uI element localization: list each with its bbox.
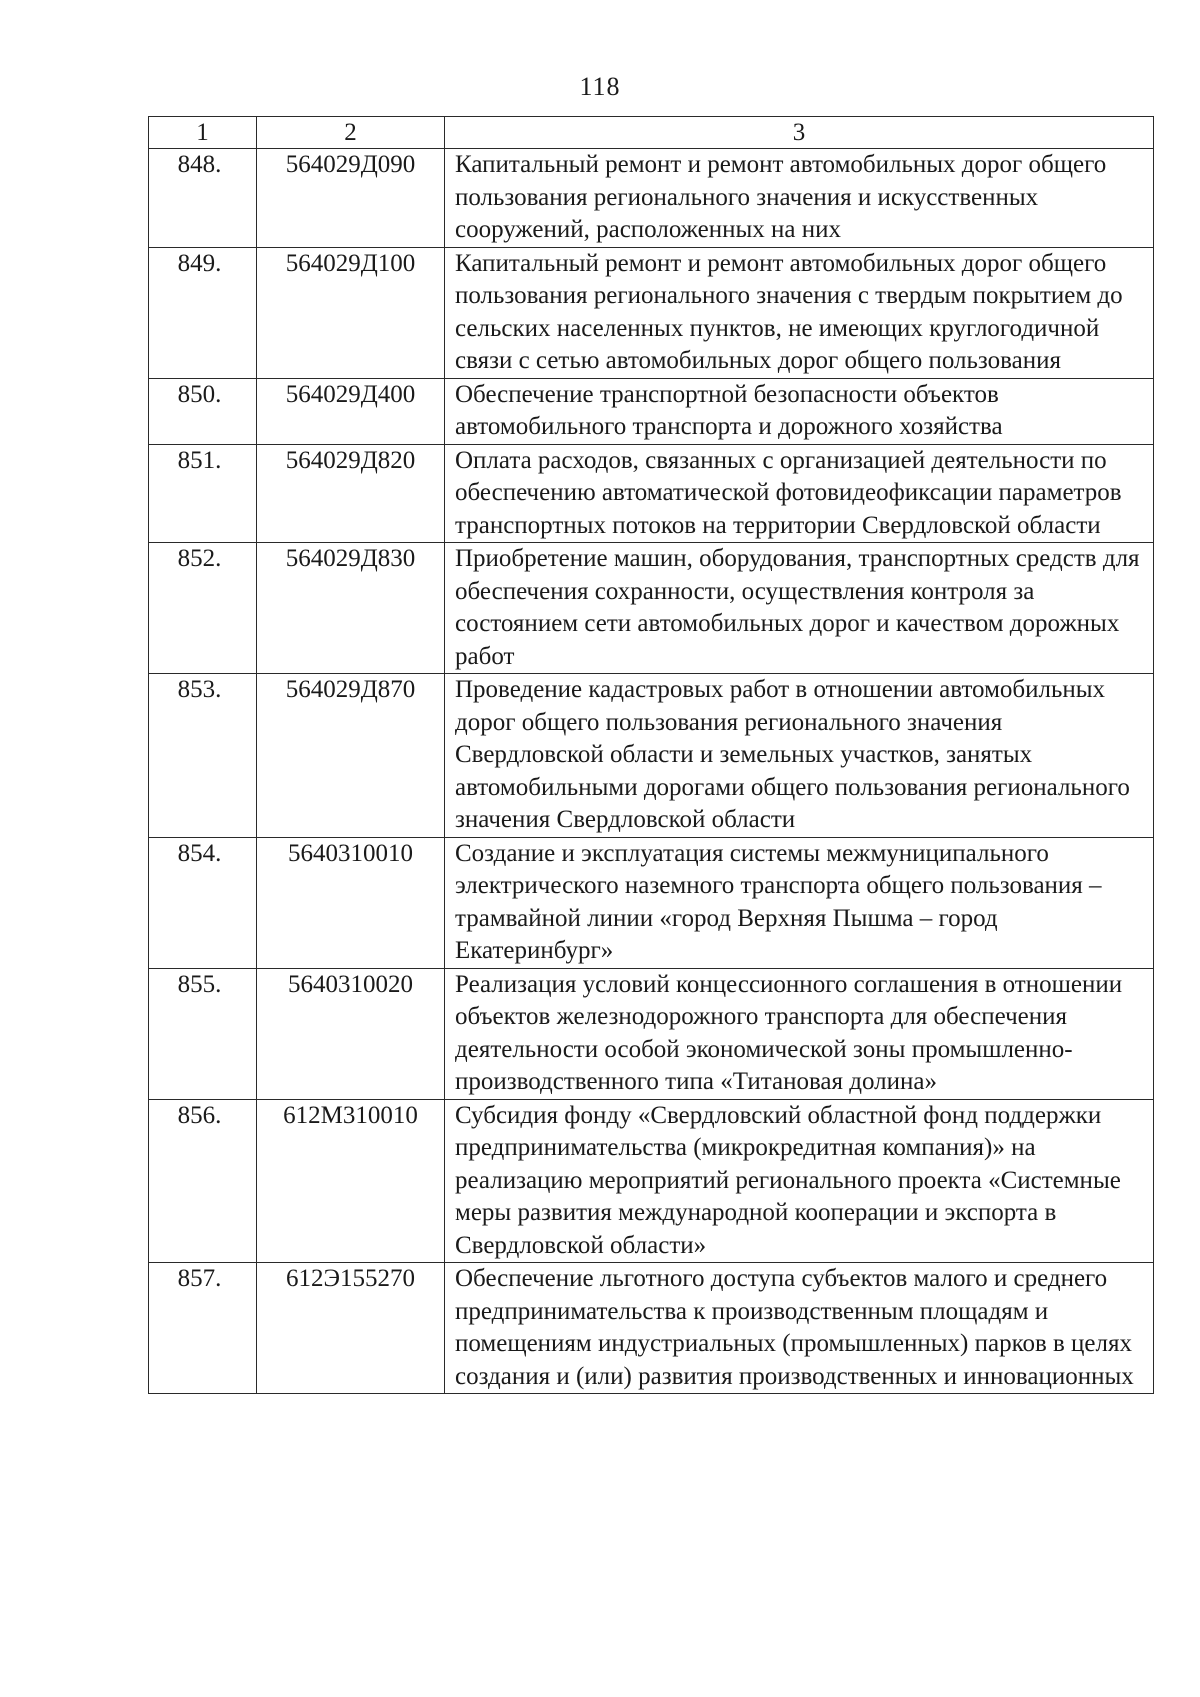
row-name: Обеспечение транспортной безопасности объектов автомобильного транспорта и дорожного хозяйства (445, 378, 1154, 444)
row-code: 564029Д090 (257, 149, 445, 248)
row-number: 856. (149, 1099, 257, 1263)
row-number: 851. (149, 444, 257, 543)
column-header-name: 3 (445, 117, 1154, 149)
row-number: 853. (149, 674, 257, 838)
row-code: 5640310020 (257, 968, 445, 1099)
table-row (149, 837, 1154, 968)
table-row (149, 444, 1154, 543)
column-header-number: 1 (149, 117, 257, 149)
table-header-row (149, 117, 1154, 149)
row-code: 564029Д400 (257, 378, 445, 444)
row-code: 564029Д830 (257, 543, 445, 674)
row-name: Создание и эксплуатация системы межмуниципального электрического наземного транспорта общего пользования – трамвайной линии «город Верхняя Пышма – город Екатеринбург» (445, 837, 1154, 968)
row-number: 848. (149, 149, 257, 248)
row-name: Приобретение машин, оборудования, транспортных средств для обеспечения сохранности, осуществления контроля за состоянием сети автомобильных дорог и качеством дорожных работ (445, 543, 1154, 674)
table-row (149, 378, 1154, 444)
row-code: 564029Д870 (257, 674, 445, 838)
page-number: 118 (579, 72, 621, 101)
table-row (149, 149, 1154, 248)
row-name: Реализация условий концессионного соглашения в отношении объектов железнодорожного транспорта для обеспечения деятельности особой экономической зоны промышленно-производственного типа «Титановая долина» (445, 968, 1154, 1099)
row-number: 854. (149, 837, 257, 968)
table-row (149, 247, 1154, 378)
row-name: Капитальный ремонт и ремонт автомобильных дорог общего пользования регионального значения и искусственных сооружений, расположенных на них (445, 149, 1154, 248)
row-number: 850. (149, 378, 257, 444)
table-row (149, 543, 1154, 674)
row-name: Проведение кадастровых работ в отношении автомобильных дорог общего пользования регионального значения Свердловской области и земельных участков, занятых автомобильными дорогами общего пользования регионального значения Свердловской области (445, 674, 1154, 838)
row-number: 849. (149, 247, 257, 378)
row-name: Оплата расходов, связанных с организацией деятельности по обеспечению автоматической фотовидеофиксации параметров транспортных потоков на территории Свердловской области (445, 444, 1154, 543)
table-row (149, 1099, 1154, 1263)
row-name: Капитальный ремонт и ремонт автомобильных дорог общего пользования регионального значения с твердым покрытием до сельских населенных пунктов, не имеющих круглогодичной связи с сетью автомобильных дорог общего пользования (445, 247, 1154, 378)
budget-classification-table (148, 116, 1154, 1394)
table-row (149, 674, 1154, 838)
row-number: 857. (149, 1263, 257, 1394)
column-header-code: 2 (257, 117, 445, 149)
row-code: 564029Д820 (257, 444, 445, 543)
row-number: 852. (149, 543, 257, 674)
row-code: 612М310010 (257, 1099, 445, 1263)
table-row (149, 968, 1154, 1099)
row-code: 564029Д100 (257, 247, 445, 378)
row-code: 5640310010 (257, 837, 445, 968)
row-name: Обеспечение льготного доступа субъектов малого и среднего предпринимательства к производственным площадям и помещениям индустриальных (промышленных) парков в целях создания и (или) развития производственных и инновационных (445, 1263, 1154, 1394)
row-code: 612Э155270 (257, 1263, 445, 1394)
table-row (149, 1263, 1154, 1394)
row-number: 855. (149, 968, 257, 1099)
row-name: Субсидия фонду «Свердловский областной фонд поддержки предпринимательства (микрокредитная компания)» на реализацию мероприятий регионального проекта «Системные меры развития международной кооперации и экспорта в Свердловской области» (445, 1099, 1154, 1263)
